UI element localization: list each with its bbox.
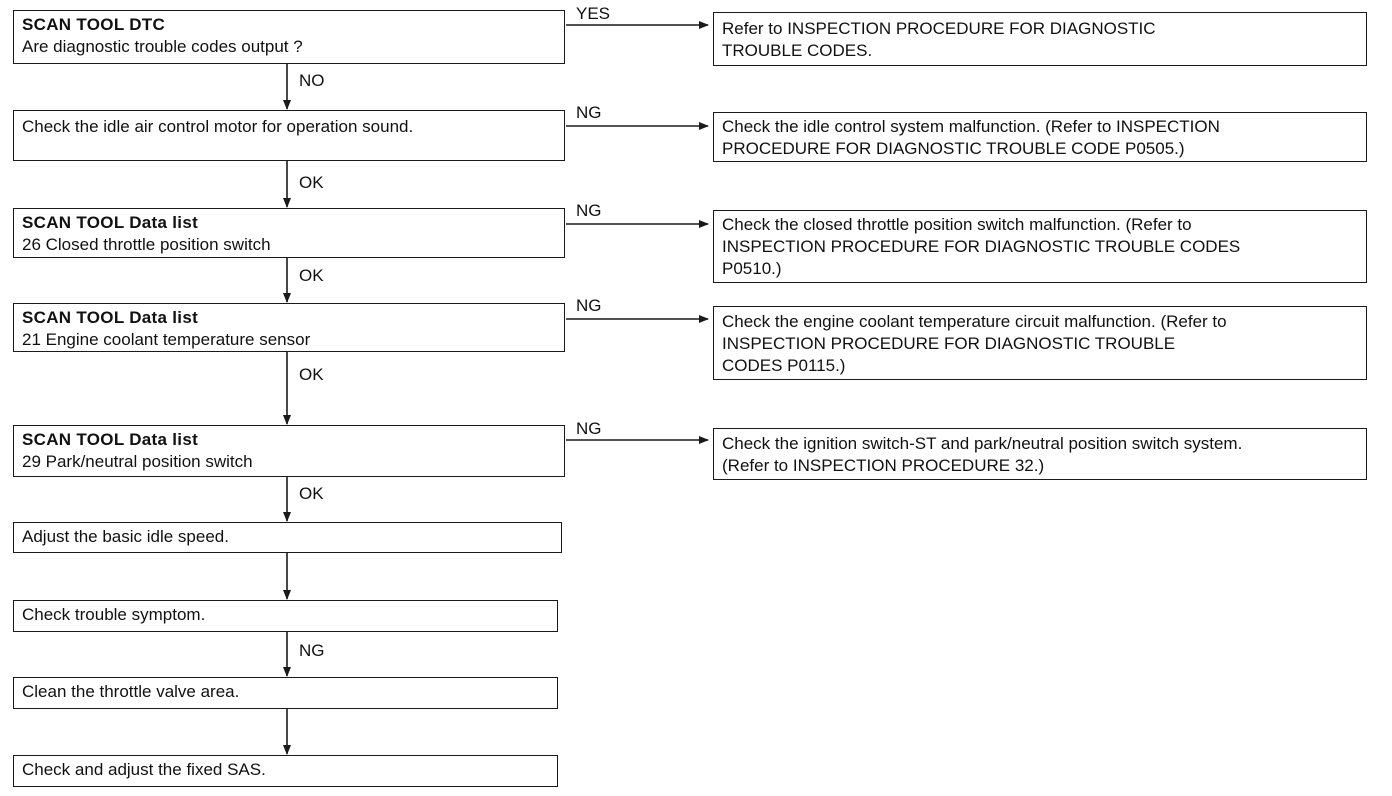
step-box-clean-throttle bbox=[13, 677, 558, 709]
step-title: SCAN TOOL Data list bbox=[22, 308, 199, 327]
branch-label-ng: NG bbox=[576, 201, 602, 220]
step-box-closed-throttle bbox=[13, 208, 565, 258]
branch-label-ng: NG bbox=[576, 296, 602, 315]
result-text: Check the closed throttle position switch malfunction. (Refer to bbox=[722, 215, 1192, 234]
step-box-fixed-sas bbox=[13, 755, 558, 787]
step-title: SCAN TOOL Data list bbox=[22, 213, 199, 232]
branch-label-yes: YES bbox=[576, 4, 611, 23]
flow-label-no: NO bbox=[299, 71, 325, 90]
step-title: SCAN TOOL DTC bbox=[22, 15, 166, 34]
result-box-p0510 bbox=[713, 210, 1367, 283]
result-box-dtc-procedure bbox=[713, 12, 1367, 66]
step-text: 29 Park/neutral position switch bbox=[22, 452, 253, 471]
step-box-adjust-idle bbox=[13, 522, 562, 553]
result-text: CODES P0115.) bbox=[722, 356, 846, 375]
result-text: Check the ignition switch-ST and park/neutral position switch system. bbox=[722, 434, 1243, 453]
result-text: Check the idle control system malfunction. (Refer to INSPECTION bbox=[722, 117, 1220, 136]
result-text: (Refer to INSPECTION PROCEDURE 32.) bbox=[722, 456, 1045, 475]
step-text: Check the idle air control motor for operation sound. bbox=[22, 117, 414, 136]
branch-label-ng: NG bbox=[576, 419, 602, 438]
branch-label-ng: NG bbox=[576, 103, 602, 122]
step-text: 21 Engine coolant temperature sensor bbox=[22, 330, 311, 349]
flow-label-ok: OK bbox=[299, 173, 324, 192]
step-box-idle-air-control bbox=[13, 110, 565, 161]
step-box-check-symptom bbox=[13, 600, 558, 632]
step-text: 26 Closed throttle position switch bbox=[22, 235, 271, 254]
step-box-scan-tool-dtc bbox=[13, 10, 565, 64]
flow-label-ok: OK bbox=[299, 484, 324, 503]
result-text: Check the engine coolant temperature circuit malfunction. (Refer to bbox=[722, 312, 1227, 331]
step-text: Are diagnostic trouble codes output ? bbox=[22, 37, 303, 56]
result-box-p0505 bbox=[713, 112, 1367, 162]
step-text: Check trouble symptom. bbox=[22, 605, 206, 624]
result-text: Refer to INSPECTION PROCEDURE FOR DIAGNOSTIC bbox=[722, 19, 1156, 38]
step-text: Check and adjust the fixed SAS. bbox=[22, 760, 266, 779]
step-title: SCAN TOOL Data list bbox=[22, 430, 199, 449]
result-text: INSPECTION PROCEDURE FOR DIAGNOSTIC TROUBLE bbox=[722, 334, 1176, 353]
step-box-coolant-temp bbox=[13, 303, 565, 352]
flow-label-ng: NG bbox=[299, 641, 325, 660]
step-text: Clean the throttle valve area. bbox=[22, 682, 240, 701]
step-text: Adjust the basic idle speed. bbox=[22, 527, 229, 546]
result-box-procedure-32 bbox=[713, 428, 1367, 480]
flow-label-ok: OK bbox=[299, 365, 324, 384]
step-box-park-neutral bbox=[13, 425, 565, 477]
flow-label-ok: OK bbox=[299, 266, 324, 285]
result-text: TROUBLE CODES. bbox=[722, 41, 873, 60]
result-text: P0510.) bbox=[722, 259, 782, 278]
result-box-p0115 bbox=[713, 306, 1367, 380]
result-text: PROCEDURE FOR DIAGNOSTIC TROUBLE CODE P0505.) bbox=[722, 139, 1185, 158]
result-text: INSPECTION PROCEDURE FOR DIAGNOSTIC TROUBLE CODES bbox=[722, 237, 1241, 256]
